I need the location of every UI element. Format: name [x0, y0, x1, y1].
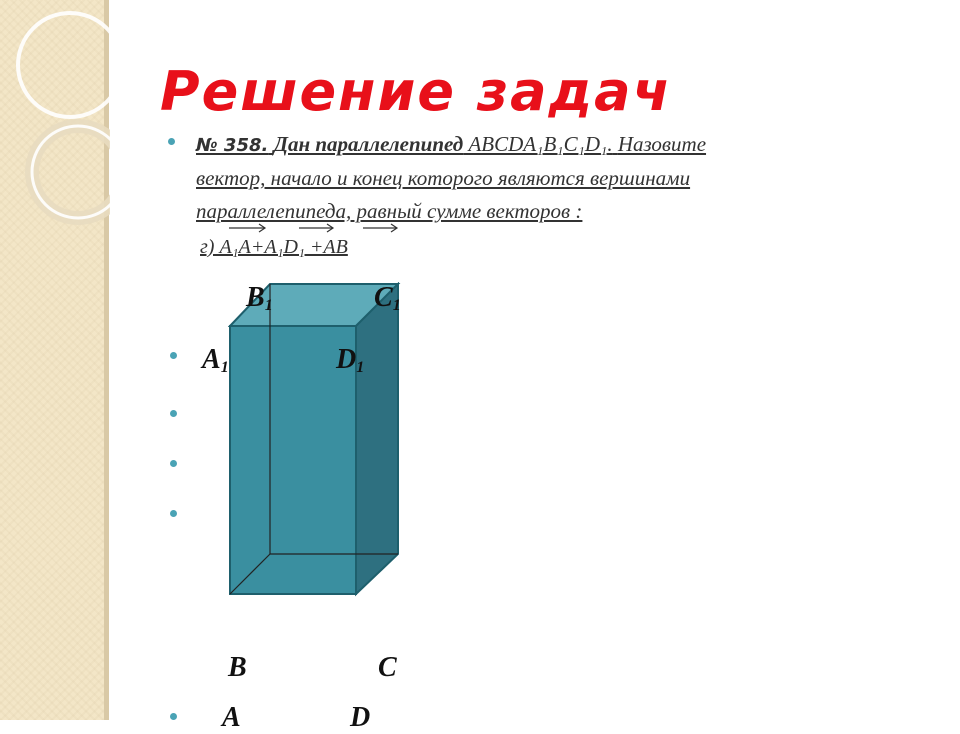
- problem-text-2: вектор, начало и конец которого являются вершинами: [196, 166, 691, 190]
- vertex-label-b1: $B_1$: [246, 282, 273, 314]
- bullet: [170, 510, 177, 517]
- problem-text-3: параллелепипеда, равный сумме векторов :: [196, 199, 583, 223]
- vertex-label-c: C: [378, 652, 397, 683]
- bullet: [168, 138, 175, 145]
- vertex-label-c1: $C_1$: [374, 282, 401, 314]
- problem-statement: [196, 128, 846, 228]
- bullet: [170, 713, 177, 720]
- bullet: [170, 352, 177, 359]
- vertex-label-d1: $D_1$: [336, 344, 365, 376]
- vertex-label-b: B: [228, 652, 247, 683]
- problem-given: Дан параллелепипед: [273, 132, 464, 156]
- slide-title: Решение задач: [160, 60, 672, 123]
- vertex-label-d: D: [350, 702, 371, 733]
- sub-question-g: г) A₁A+A₁D₁ +AB: [200, 236, 348, 258]
- parallelepiped-name: ABCDA₁B₁C₁D₁.: [468, 132, 613, 156]
- parallelepiped-figure: [228, 282, 403, 602]
- problem-text-1: Назовите: [617, 132, 707, 156]
- vertex-label-a1: $A_1$: [202, 344, 229, 376]
- vertex-label-a: A: [222, 702, 241, 733]
- problem-number: № 358.: [196, 135, 269, 156]
- vector-arrows: [225, 220, 425, 236]
- decorative-circles: [0, 0, 110, 260]
- bullet: [170, 410, 177, 417]
- bullet: [170, 460, 177, 467]
